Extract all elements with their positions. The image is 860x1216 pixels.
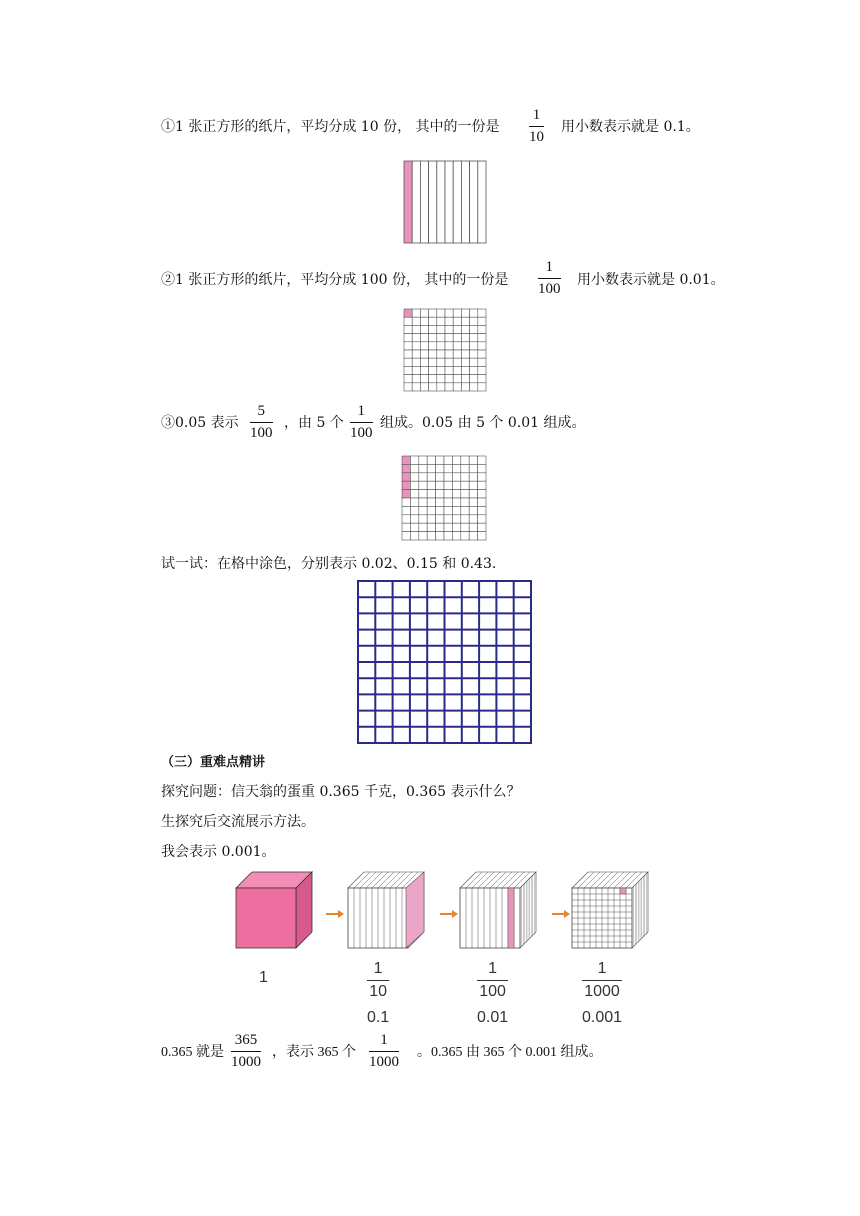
- grid-cell: [437, 334, 445, 342]
- grid-cell: [420, 358, 428, 366]
- grid-cell: [410, 498, 418, 506]
- grid-cell: [412, 358, 420, 366]
- line-1: [161, 117, 500, 137]
- grid-cell: [404, 383, 412, 391]
- grid-cell: [461, 498, 469, 506]
- grid-cell: [436, 498, 444, 506]
- grid-cell: [470, 366, 478, 374]
- hundredths-figure: [403, 308, 487, 392]
- grid-cell: [478, 325, 486, 333]
- grid-cell: [461, 350, 469, 358]
- grid-cell: [444, 456, 452, 464]
- grid-cell: [437, 383, 445, 391]
- tenth-strip: [478, 161, 486, 243]
- represent-line: 我会表示 0.001。: [161, 844, 276, 860]
- grid-cell: [404, 358, 412, 366]
- grid-cell: [402, 464, 410, 472]
- grid-cell: [478, 350, 486, 358]
- grid-cell: [461, 506, 469, 514]
- fraction-bar: [350, 422, 373, 423]
- line-3-text-a: ③0.05 表示: [161, 415, 239, 431]
- grid-cell: [420, 309, 428, 317]
- grid-cell: [402, 498, 410, 506]
- grid-cell: [452, 456, 460, 464]
- grid-cell: [436, 506, 444, 514]
- grid-cell: [470, 334, 478, 342]
- grid-cell: [445, 334, 453, 342]
- grid-cell: [452, 515, 460, 523]
- line-3-text-c: 组成。0.05 由 5 个 0.01 组成。: [380, 415, 586, 431]
- grid-cell: [402, 473, 410, 481]
- grid-cell: [453, 358, 461, 366]
- tenth-strip: [429, 161, 437, 243]
- grid-cell: [453, 309, 461, 317]
- tenth-strip: [437, 161, 445, 243]
- grid-cell: [410, 532, 418, 540]
- line-2-text-b: 用小数表示就是 0.01。: [577, 272, 725, 288]
- grid-cell: [453, 342, 461, 350]
- grid-cell: [436, 532, 444, 540]
- grid-cell: [452, 473, 460, 481]
- grid-cell: [478, 375, 486, 383]
- grid-cell: [478, 498, 486, 506]
- grid-cell: [452, 523, 460, 531]
- line-3-c: [380, 413, 586, 433]
- grid-cell: [427, 490, 435, 498]
- grid-cell: [436, 473, 444, 481]
- tenth-strip: [461, 161, 469, 243]
- grid-cell: [453, 317, 461, 325]
- grid-cell: [470, 358, 478, 366]
- grid-cell: [427, 532, 435, 540]
- fraction-1-1000: [369, 1031, 399, 1072]
- grid-cell: [461, 317, 469, 325]
- grid-cell: [419, 523, 427, 531]
- grid-cell: [444, 473, 452, 481]
- grid-cell: [427, 515, 435, 523]
- grid-cell: [444, 532, 452, 540]
- cube-label-1: [259, 968, 268, 988]
- grid-cell: [419, 506, 427, 514]
- grid-cell: [410, 523, 418, 531]
- grid-cell: [452, 490, 460, 498]
- grid-cell: [478, 506, 486, 514]
- last-line-b: ，表示 365 个: [272, 1045, 356, 1060]
- fraction-5-100: [250, 402, 273, 443]
- grid-cell: [470, 342, 478, 350]
- grid-cell: [453, 325, 461, 333]
- grid-cell: [461, 464, 469, 472]
- grid-cell: [452, 481, 460, 489]
- grid-cell: [452, 506, 460, 514]
- tenths-figure: [403, 160, 487, 244]
- grid-cell: [453, 366, 461, 374]
- grid-cell: [402, 456, 410, 464]
- fraction-bar: [250, 422, 273, 423]
- last-line-a: 0.365 就是: [161, 1045, 224, 1060]
- grid-cell: [469, 523, 477, 531]
- grid-cell: [444, 523, 452, 531]
- grid-cell: [461, 334, 469, 342]
- grid-cell: [402, 506, 410, 514]
- grid-cell: [444, 498, 452, 506]
- grid-cell: [429, 317, 437, 325]
- grid-cell: [437, 358, 445, 366]
- grid-cell: [478, 473, 486, 481]
- grid-cell: [461, 456, 469, 464]
- grid-cell: [461, 515, 469, 523]
- fraction-1-10: [529, 106, 544, 147]
- hundredth-cube: [460, 872, 536, 948]
- grid-cell: [469, 515, 477, 523]
- grid-cell: [444, 515, 452, 523]
- grid-cell: [404, 325, 412, 333]
- cube-label-thousandth: [582, 959, 622, 1028]
- section-heading: （三）重难点精讲: [161, 754, 266, 769]
- fraction-bar: [477, 980, 508, 981]
- grid-cell: [461, 490, 469, 498]
- grid-cell: [470, 309, 478, 317]
- grid-cell: [461, 481, 469, 489]
- grid-cell: [410, 490, 418, 498]
- grid-cell: [419, 515, 427, 523]
- grid-cell: [427, 473, 435, 481]
- grid-cell: [429, 383, 437, 391]
- numerator: 1: [545, 259, 553, 275]
- denominator: 100: [350, 425, 373, 441]
- grid-cell: [478, 383, 486, 391]
- numerator: 365: [234, 1032, 258, 1048]
- question-line: 探究问题：信天翁的蛋重 0.365 千克，0.365 表示什么？: [161, 784, 521, 800]
- grid-cell: [412, 366, 420, 374]
- grid-cell: [445, 317, 453, 325]
- line-3: [161, 413, 239, 433]
- line-1-text-a: ①1 张正方形的纸片，平均分成 10 份， 其中的一份是: [161, 119, 500, 135]
- grid-cell: [445, 358, 453, 366]
- denominator: 1000: [231, 1054, 261, 1070]
- grid-cell: [412, 350, 420, 358]
- fraction-bar: [582, 980, 622, 981]
- grid-cell: [436, 464, 444, 472]
- numerator: 5: [257, 403, 265, 419]
- grid-cell: [402, 532, 410, 540]
- grid-cell: [412, 317, 420, 325]
- grid-cell: [419, 456, 427, 464]
- grid-cell: [437, 375, 445, 383]
- grid-cell: [420, 342, 428, 350]
- grid-cell: [437, 325, 445, 333]
- grid-cell: [427, 456, 435, 464]
- grid-cell: [419, 464, 427, 472]
- grid-cell: [478, 490, 486, 498]
- numerator: 1: [373, 960, 383, 977]
- grid-cell: [420, 375, 428, 383]
- grid-cell: [478, 481, 486, 489]
- grid-cell: [402, 523, 410, 531]
- grid-cell: [436, 490, 444, 498]
- grid-cell: [470, 383, 478, 391]
- grid-cell: [444, 490, 452, 498]
- grid-cell: [445, 309, 453, 317]
- fraction-bar: [529, 126, 544, 127]
- tenth-strip: [445, 161, 453, 243]
- grid-cell: [461, 309, 469, 317]
- fraction-bar: [367, 980, 389, 981]
- line-2: [161, 270, 508, 290]
- tenth-strip: [412, 161, 420, 243]
- grid-cell: [404, 350, 412, 358]
- grid-cell: [410, 515, 418, 523]
- grid-cell: [436, 515, 444, 523]
- denominator: 100: [250, 425, 273, 441]
- grid-cell: [469, 498, 477, 506]
- grid-cell: [469, 532, 477, 540]
- grid-cell: [404, 309, 412, 317]
- grid-cell: [453, 334, 461, 342]
- five-hundredths-figure: [401, 455, 487, 541]
- grid-cell: [427, 523, 435, 531]
- grid-cell: [429, 309, 437, 317]
- grid-cell: [461, 383, 469, 391]
- tenth-strip: [420, 161, 428, 243]
- grid-cell: [437, 317, 445, 325]
- grid-cell: [478, 523, 486, 531]
- grid-cell: [436, 523, 444, 531]
- grid-cell: [429, 342, 437, 350]
- grid-cell: [453, 350, 461, 358]
- shaded-rod: [508, 888, 514, 948]
- grid-cell: [412, 383, 420, 391]
- decimal-label: 0.001: [582, 1009, 623, 1026]
- grid-cell: [429, 334, 437, 342]
- denominator: 10: [369, 983, 388, 1000]
- decimal-label: 0.01: [477, 1009, 509, 1026]
- grid-cell: [402, 481, 410, 489]
- grid-cell: [470, 375, 478, 383]
- numerator: 1: [597, 960, 607, 977]
- whole-label: 1: [259, 969, 268, 986]
- fraction-1-100: [538, 258, 561, 299]
- tenth-cube: [348, 872, 424, 948]
- fraction-365-1000: [231, 1031, 261, 1072]
- grid-cell: [419, 481, 427, 489]
- numerator: 1: [488, 960, 498, 977]
- grid-cell: [461, 366, 469, 374]
- decimal-label: 0.1: [367, 1009, 390, 1026]
- grid-cell: [461, 358, 469, 366]
- grid-cell: [427, 506, 435, 514]
- cube-label-tenth: [367, 959, 389, 1028]
- grid-cell: [470, 317, 478, 325]
- grid-cell: [427, 464, 435, 472]
- grid-cell: [461, 375, 469, 383]
- grid-cell: [478, 334, 486, 342]
- grid-cell: [469, 464, 477, 472]
- grid-cell: [427, 498, 435, 506]
- grid-cell: [461, 325, 469, 333]
- grid-cell: [445, 350, 453, 358]
- grid-cell: [453, 383, 461, 391]
- tenth-strip: [404, 161, 412, 243]
- cube-label-hundredth: [477, 959, 508, 1028]
- grid-cell: [420, 383, 428, 391]
- grid-cell: [461, 342, 469, 350]
- line-2-text-a: ②1 张正方形的纸片，平均分成 100 份， 其中的一份是: [161, 272, 509, 288]
- line-2-b: [577, 270, 725, 290]
- grid-cell: [437, 342, 445, 350]
- grid-cell: [412, 342, 420, 350]
- grid-cell: [461, 473, 469, 481]
- grid-cell: [470, 325, 478, 333]
- line-3-b: [284, 413, 344, 433]
- denominator: 100: [479, 983, 506, 1000]
- grid-cell: [419, 532, 427, 540]
- fraction-bar: [231, 1051, 261, 1052]
- arrow-head: [338, 910, 344, 918]
- grid-cell: [445, 325, 453, 333]
- grid-cell: [444, 481, 452, 489]
- last-line-c: 。0.365 由 365 个 0.001 组成。: [417, 1045, 603, 1060]
- grid-cell: [419, 473, 427, 481]
- grid-cell: [461, 523, 469, 531]
- grid-cell: [420, 325, 428, 333]
- grid-cell: [478, 515, 486, 523]
- grid-cell: [419, 490, 427, 498]
- arrow-head: [564, 910, 570, 918]
- grid-cell: [420, 350, 428, 358]
- grid-cell: [412, 375, 420, 383]
- fraction-1-100-b: [350, 402, 373, 443]
- grid-cell: [410, 473, 418, 481]
- grid-cell: [436, 481, 444, 489]
- grid-cell: [437, 366, 445, 374]
- numerator: 1: [532, 107, 541, 123]
- grid-cell: [453, 375, 461, 383]
- grid-cell: [429, 366, 437, 374]
- grid-cell: [410, 506, 418, 514]
- grid-cell: [429, 358, 437, 366]
- fraction-bar: [369, 1051, 399, 1052]
- grid-cell: [469, 490, 477, 498]
- grid-cell: [410, 464, 418, 472]
- fraction-bar: [538, 278, 561, 279]
- grid-cell: [445, 342, 453, 350]
- numerator: 1: [357, 403, 365, 419]
- grid-cell: [410, 481, 418, 489]
- grid-cell: [420, 334, 428, 342]
- cube-front: [236, 888, 296, 948]
- grid-cell: [427, 481, 435, 489]
- grid-cell: [402, 515, 410, 523]
- grid-cell: [429, 325, 437, 333]
- denominator: 10: [529, 129, 544, 145]
- method-line: 生探究后交流展示方法。: [161, 814, 315, 830]
- numerator: 1: [380, 1032, 388, 1048]
- grid-cell: [478, 309, 486, 317]
- grid-cell: [436, 456, 444, 464]
- grid-cell: [420, 317, 428, 325]
- whole-cube: [236, 872, 312, 948]
- grid-cell: [404, 342, 412, 350]
- grid-cell: [437, 350, 445, 358]
- denominator: 1000: [369, 1054, 399, 1070]
- grid-cell: [469, 456, 477, 464]
- grid-cell: [404, 366, 412, 374]
- grid-cell: [478, 366, 486, 374]
- grid-cell: [461, 532, 469, 540]
- grid-cell: [402, 490, 410, 498]
- grid-cell: [478, 317, 486, 325]
- grid-cell: [478, 342, 486, 350]
- grid-cell: [478, 358, 486, 366]
- grid-cell: [429, 375, 437, 383]
- line-1-b: [561, 117, 700, 137]
- grid-cell: [478, 456, 486, 464]
- grid-cell: [420, 366, 428, 374]
- grid-cell: [445, 383, 453, 391]
- line-3-text-b: ，由 5 个: [284, 415, 344, 431]
- grid-cell: [445, 375, 453, 383]
- grid-cell: [404, 334, 412, 342]
- grid-cell: [452, 532, 460, 540]
- grid-cell: [437, 309, 445, 317]
- grid-cell: [444, 464, 452, 472]
- grid-cell: [452, 498, 460, 506]
- shaded-unit: [620, 888, 626, 894]
- line-1-text-b: 用小数表示就是 0.1。: [561, 119, 700, 135]
- grid-cell: [452, 464, 460, 472]
- grid-cell: [410, 456, 418, 464]
- grid-cell: [412, 309, 420, 317]
- grid-cell: [404, 375, 412, 383]
- denominator: 100: [538, 281, 561, 297]
- grid-cell: [404, 317, 412, 325]
- grid-cell: [445, 366, 453, 374]
- tenth-strip: [470, 161, 478, 243]
- cubes-illustration: [230, 862, 670, 958]
- try-line: 试一试：在格中涂色，分别表示 0.02、0.15 和 0.43.: [161, 556, 497, 572]
- grid-cell: [419, 498, 427, 506]
- grid-cell: [444, 506, 452, 514]
- grid-cell: [412, 325, 420, 333]
- grid-cell: [469, 481, 477, 489]
- grid-cell: [429, 350, 437, 358]
- thousandth-cube: [572, 872, 648, 948]
- grid-cell: [470, 350, 478, 358]
- grid-cell: [478, 532, 486, 540]
- grid-cell: [412, 334, 420, 342]
- grid-cell: [478, 464, 486, 472]
- grid-cell: [469, 473, 477, 481]
- tenth-strip: [453, 161, 461, 243]
- arrow-head: [452, 910, 458, 918]
- grid-cell: [469, 506, 477, 514]
- practice-grid[interactable]: [357, 580, 532, 744]
- denominator: 1000: [584, 983, 620, 1000]
